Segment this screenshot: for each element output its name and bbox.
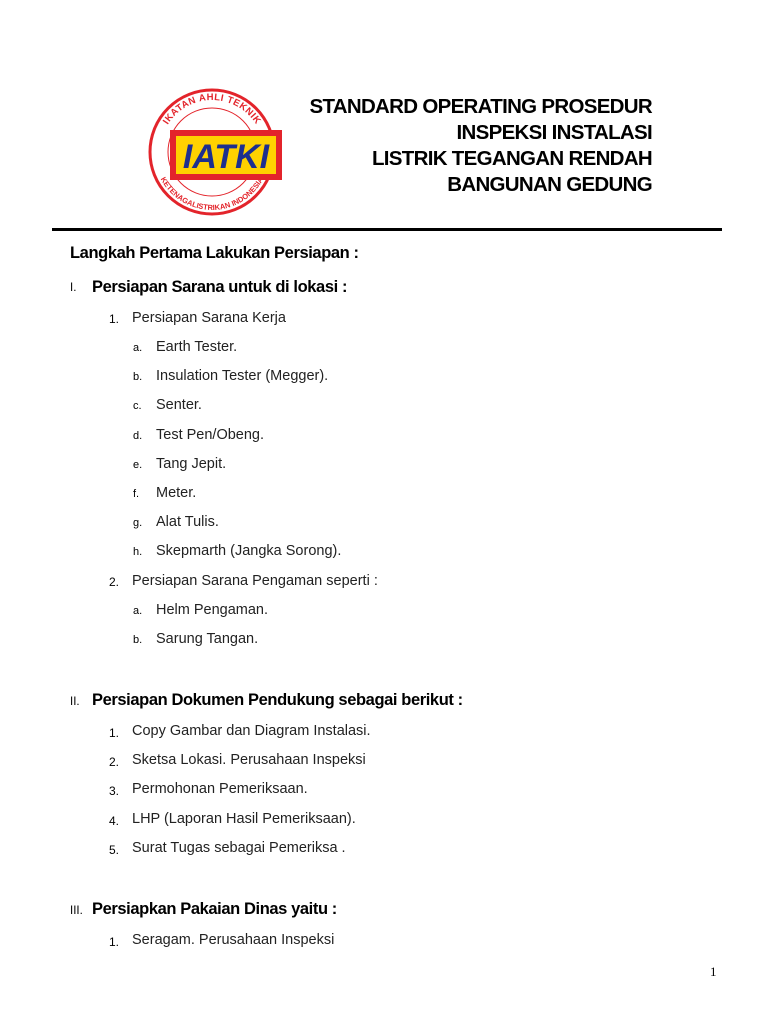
list-marker: 1. xyxy=(109,312,120,326)
list-item: Surat Tugas sebagai Pemeriksa . xyxy=(132,840,346,856)
document-title xyxy=(300,94,652,198)
subsection-label: Persiapan Sarana Pengaman seperti : xyxy=(132,573,378,589)
list-item: Tang Jepit. xyxy=(156,456,227,472)
list-marker: c. xyxy=(133,400,142,412)
list-item: Alat Tulis. xyxy=(156,514,219,530)
iatki-logo xyxy=(138,86,290,222)
list-marker: f. xyxy=(133,488,140,500)
list-item: Copy Gambar dan Diagram Instalasi. xyxy=(132,723,371,739)
list-marker: b. xyxy=(133,371,143,383)
list-marker: 2. xyxy=(109,575,120,589)
section-1-marker: I. xyxy=(70,282,77,294)
header-divider xyxy=(52,228,722,231)
list-item: Sketsa Lokasi. Perusahaan Inspeksi xyxy=(132,752,366,768)
list-marker: 1. xyxy=(109,726,120,740)
list-item: Meter. xyxy=(156,485,197,501)
title-line-4: BANGUNAN GEDUNG xyxy=(447,173,652,196)
list-marker: a. xyxy=(133,342,143,354)
list-marker: e. xyxy=(133,459,143,471)
section-3-heading: Persiapkan Pakaian Dinas yaitu : xyxy=(92,900,337,918)
list-marker: d. xyxy=(133,430,143,442)
list-item: Seragam. Perusahaan Inspeksi xyxy=(132,932,335,948)
page-number: 1 xyxy=(710,964,717,979)
svg-text:IKATAN AHLI TEKNIK: IKATAN AHLI TEKNIK xyxy=(160,91,263,127)
list-item: Helm Pengaman. xyxy=(156,602,269,618)
section-2-heading: Persiapan Dokumen Pendukung sebagai berikut : xyxy=(92,691,463,709)
section-3-marker: III. xyxy=(70,905,83,917)
list-marker: a. xyxy=(133,605,143,617)
list-marker: h. xyxy=(133,546,143,558)
intro-heading: Langkah Pertama Lakukan Persiapan : xyxy=(70,244,359,262)
list-marker: g. xyxy=(133,517,143,529)
list-marker: 2. xyxy=(109,755,120,769)
list-marker: 5. xyxy=(109,843,120,857)
list-item: Insulation Tester (Megger). xyxy=(156,368,329,384)
list-item: Skepmarth (Jangka Sorong). xyxy=(156,543,342,559)
list-marker: 3. xyxy=(109,784,120,798)
list-item: Permohonan Pemeriksaan. xyxy=(132,781,308,797)
iatki-logo-graphic xyxy=(138,86,290,222)
list-item: Earth Tester. xyxy=(156,339,238,355)
title-line-1: STANDARD OPERATING PROSEDUR xyxy=(309,95,652,118)
list-marker: 4. xyxy=(109,814,120,828)
subsection-label: Persiapan Sarana Kerja xyxy=(132,310,286,326)
list-marker: b. xyxy=(133,634,143,646)
section-2-marker: II. xyxy=(70,696,80,708)
title-line-2: INSPEKSI INSTALASI xyxy=(456,121,652,144)
title-line-3: LISTRIK TEGANGAN RENDAH xyxy=(371,147,652,170)
list-item: LHP (Laporan Hasil Pemeriksaan). xyxy=(132,811,356,827)
list-item: Test Pen/Obeng. xyxy=(156,427,265,443)
svg-text:KETENAGALISTRIKAN INDONESIA: KETENAGALISTRIKAN INDONESI xyxy=(158,175,263,213)
logo-text: IATKI xyxy=(182,138,270,176)
list-item: Sarung Tangan. xyxy=(156,631,259,647)
list-marker: 1. xyxy=(109,935,120,949)
list-item: Senter. xyxy=(156,397,202,413)
section-1-heading: Persiapan Sarana untuk di lokasi : xyxy=(92,278,348,296)
